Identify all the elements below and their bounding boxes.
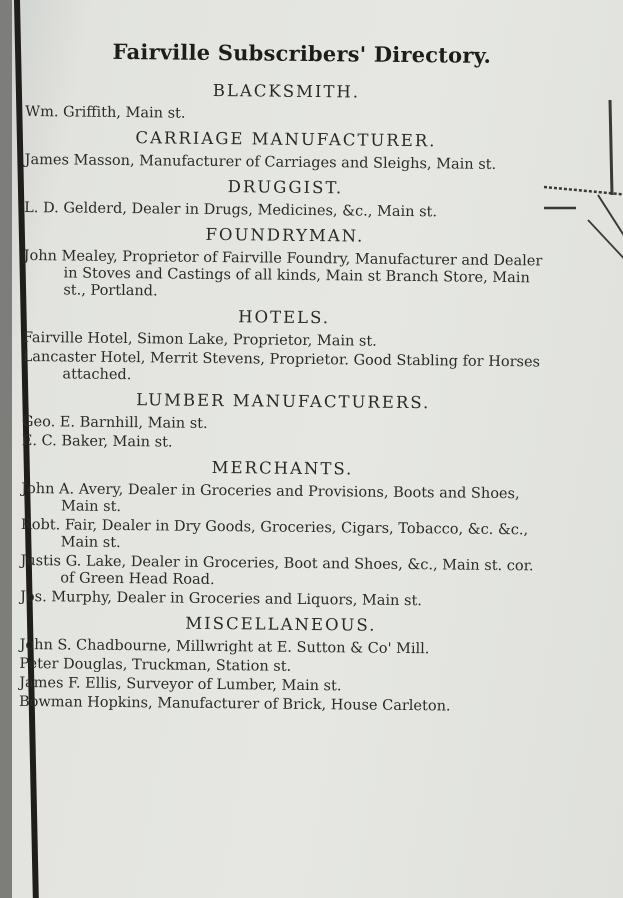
directory-entry: Justis G. Lake, Dealer in Groceries, Boot and Shoes, &c., Main st. cor. of Green Head Road. <box>20 552 534 589</box>
page-edge-shadow <box>0 0 12 898</box>
section-foundryman <box>23 223 546 304</box>
section-heading: LUMBER MANUFACTURERS. <box>136 390 431 413</box>
directory-entry: Geo. E. Barnhill, Main st. <box>21 413 208 432</box>
section-miscellaneous <box>19 612 542 716</box>
directory-entry: E. C. Baker, Main st. <box>21 432 173 451</box>
directory-entry: Robt. Fair, Dealer in Dry Goods, Groceries, Cigars, Tobacco, &c. &c., Main st. <box>20 516 529 552</box>
directory-entry: John Mealey, Proprietor of Fairville Foundry, Manufacturer and Dealer in Stoves and Castings of all kinds, Main st Branch Store, Main st., Portland. <box>23 247 543 300</box>
directory-entry: John S. Chadbourne, Millwright at E. Sutton & Co' Mill. <box>19 636 430 658</box>
section-heading: HOTELS. <box>238 307 331 328</box>
section-blacksmith <box>25 79 547 126</box>
section-carriage-manufacturer <box>25 127 547 174</box>
section-heading: FOUNDRYMAN. <box>205 224 365 246</box>
section-heading: CARRIAGE MANUFACTURER. <box>135 128 437 151</box>
section-lumber-manufacturers <box>22 389 545 455</box>
directory-entry: John A. Avery, Dealer in Groceries and Provisions, Boots and Shoes, Main st. <box>21 480 520 516</box>
directory-entry: L. D. Gelderd, Dealer in Drugs, Medicines, &c., Main st. <box>24 199 438 221</box>
directory-entry: James Masson, Manufacturer of Carriages and Sleighs, Main st. <box>24 151 497 173</box>
section-heading: MISCELLANEOUS. <box>185 613 377 635</box>
directory-entry: Jos. Murphy, Dealer in Groceries and Liquors, Main st. <box>20 588 423 610</box>
directory-entry: Fairville Hotel, Simon Lake, Proprietor, Main st. <box>22 329 377 350</box>
section-hotels <box>22 305 545 388</box>
directory-entry: Peter Douglas, Truckman, Station st. <box>19 655 292 675</box>
directory-entry: Lancaster Hotel, Merrit Stevens, Proprietor. Good Stabling for Horses attached. <box>22 348 541 384</box>
directory-entry: Bowman Hopkins, Manufacturer of Brick, House Carleton. <box>18 693 451 715</box>
section-druggist <box>24 175 546 222</box>
section-merchants <box>20 456 544 611</box>
directory-entry: James F. Ellis, Surveyor of Lumber, Main st. <box>19 674 342 695</box>
page-title: Fairville Subscribers' Directory. <box>112 38 492 68</box>
map-fragment <box>540 100 623 300</box>
section-heading: MERCHANTS. <box>211 457 354 479</box>
section-heading: DRUGGIST. <box>227 177 344 198</box>
directory-entry: Wm. Griffith, Main st. <box>25 103 186 122</box>
directory-content <box>19 38 548 722</box>
section-heading: BLACKSMITH. <box>212 80 361 102</box>
